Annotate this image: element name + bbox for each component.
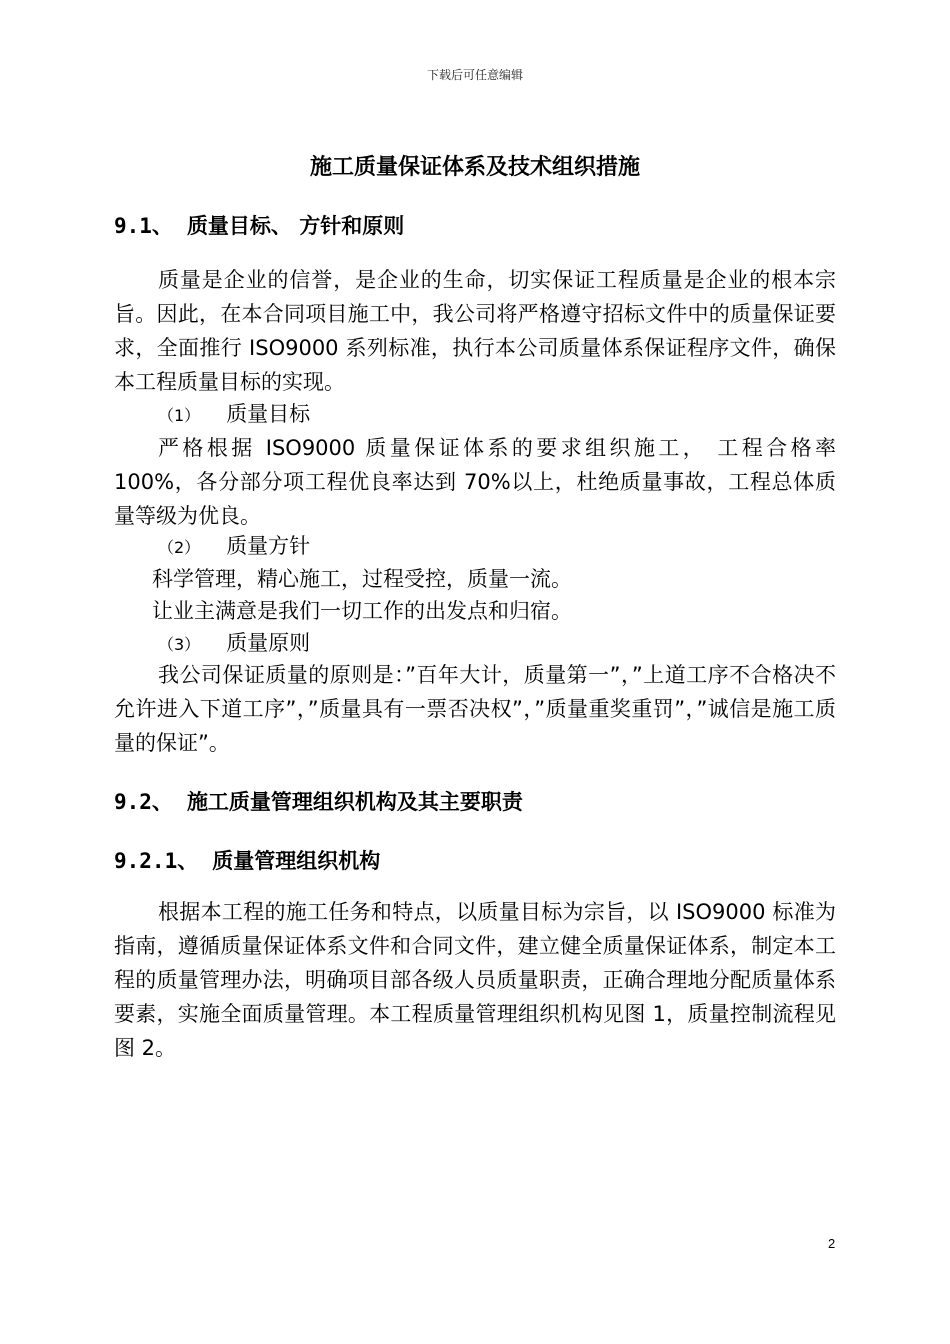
page-number: 2 [828,1236,836,1251]
item-2-heading [158,529,310,565]
item-2-line-2: 让业主满意是我们一切工作的出发点和归宿。 [152,599,572,623]
section-9-1-title: 质量目标、 方针和原则 [186,214,405,238]
section-9-2-number: 9.2、 [114,790,173,814]
item-3-text: 我公司保证质量的原则是：”百年大计，质量第一”，”上道工序不合格决不允许进入下道工序”，”质量具有一票否决权”，”质量重奖重罚”，”诚信是施工质量的保证”。 [114,663,836,755]
section-9-1-intro: 质量是企业的信誉，是企业的生命，切实保证工程质量是企业的根本宗旨。因此，在本合同项目施工中，我公司将严格遵守招标文件中的质量保证要求，全面推行 ISO9000 系列标准，执行本公司质量体系保证程序文件，确保本工程质量目标的实现。 [114,268,836,394]
section-9-1-number: 9.1、 [114,214,173,238]
section-9-2-1-number: 9.2.1、 [114,849,199,873]
item-1-heading [158,397,310,433]
item-2-label: 质量方针 [226,534,311,558]
section-9-2-heading [114,786,523,816]
item-3-heading [158,626,310,662]
section-9-2-1-text: 根据本工程的施工任务和特点，以质量目标为宗旨，以 ISO9000 标准为指南，遵循质量保证体系文件和合同文件，建立健全质量保证体系，制定本工程的质量管理办法，明确项目部各级人员质量职责，正确合理地分配质量体系要素，实施全面质量管理。本工程质量管理组织机构见图 1，质量控制流程见图 2。 [114,900,836,1060]
section-9-2-1-title: 质量管理组织机构 [212,849,381,873]
item-1-text: 严格根据 ISO9000 质量保证体系的要求组织施工， 工程合格率 100%，各分部分项工程优良率达到 70%以上，杜绝质量事故，工程总体质量等级为优良。 [114,436,836,528]
section-9-2-1-heading [114,845,380,875]
document-title: 施工质量保证体系及技术组织措施 [309,155,640,180]
section-9-1-heading [114,210,404,240]
item-1-label: 质量目标 [226,402,311,426]
item-3-number: （3） [158,635,201,654]
item-2-number: （2） [158,538,201,557]
item-2-line-1: 科学管理，精心施工，过程受控，质量一流。 [152,567,572,591]
page-header: 下载后可任意编辑 [426,68,523,82]
item-1-number: （1） [158,406,201,425]
item-3-label: 质量原则 [226,631,311,655]
section-9-2-title: 施工质量管理组织机构及其主要职责 [186,790,523,814]
